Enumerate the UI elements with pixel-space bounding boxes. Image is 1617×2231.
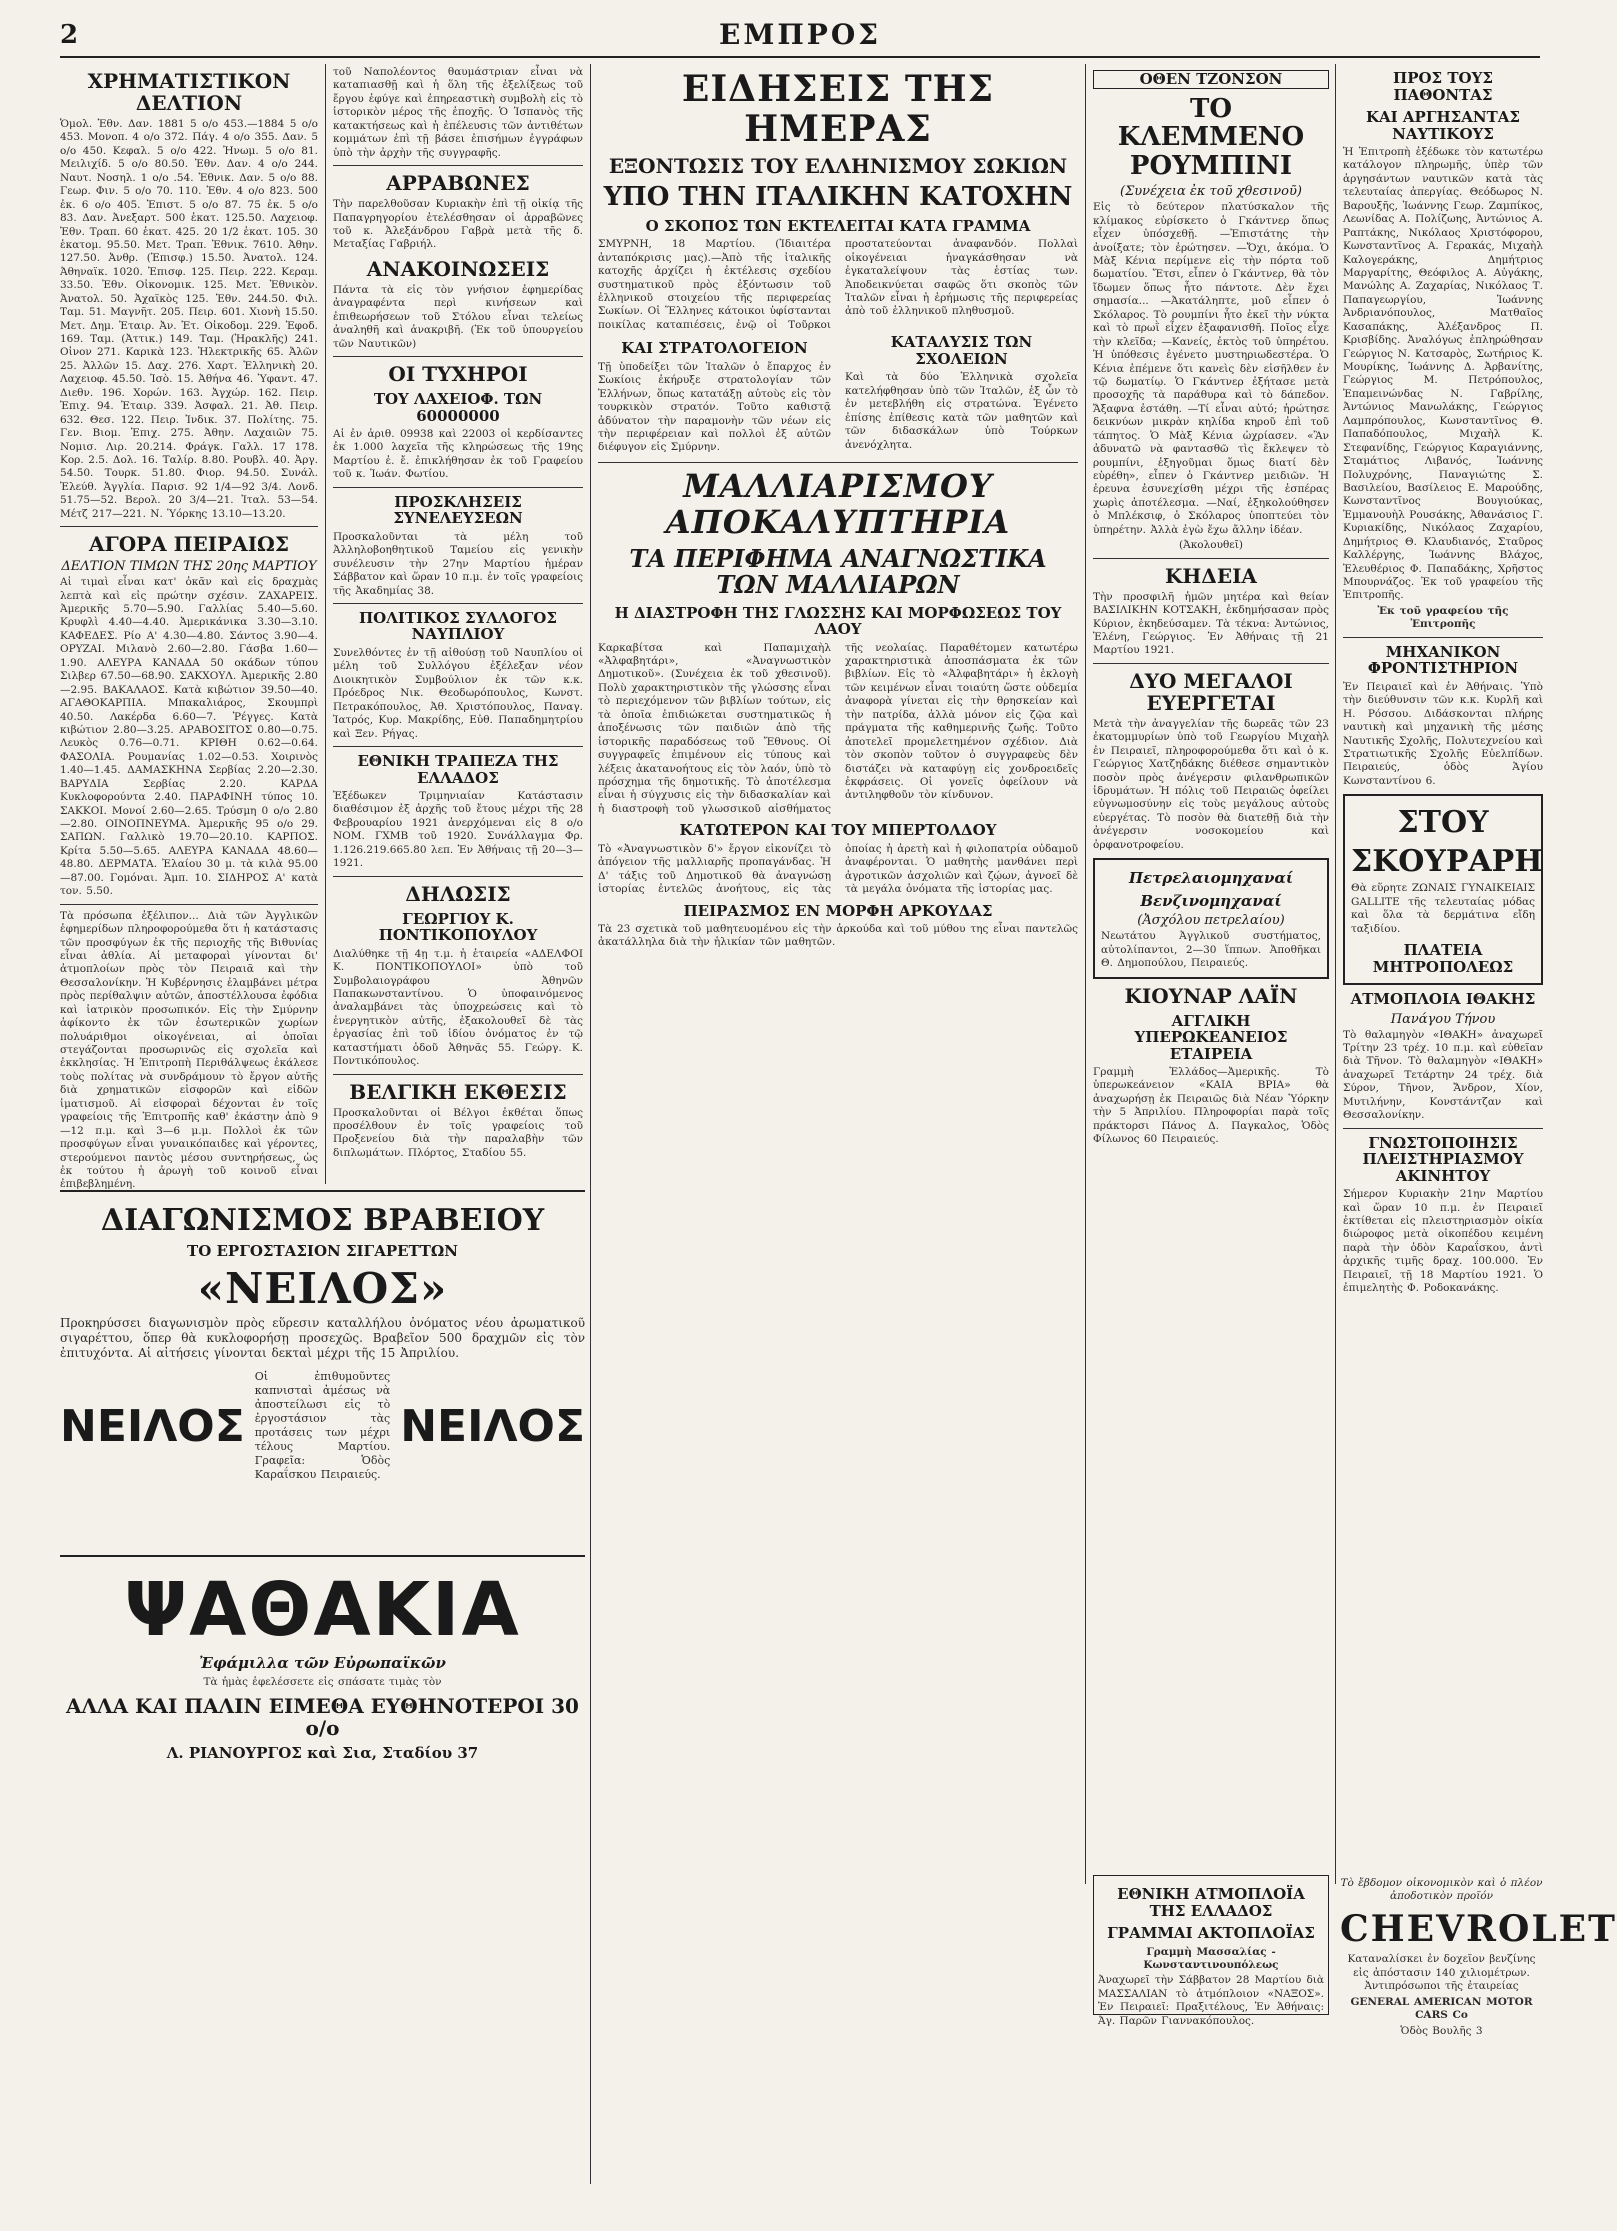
benefactors-text: Μετὰ τὴν ἀναγγελίαν τῆς δωρεᾶς τῶν 23 ἐκατομμυρίων ὑπὸ τοῦ Γεωργίου Μιχαὴλ ἐν Πειραιεῖ, πληροφορούμεθα ὅτι καὶ ὁ κ. Γεώργιος Χατζηδάκης διέθεσε σημαντικὸν ποσὸν πρὸς ἀνέγερσιν φιλανθρωπικῶν ἱδρυμάτων. Ἡ πόλις τοῦ Πειραιῶς ὀφείλει εὐγνωμοσύνην εἰς τοὺς μεγάλους αὐτοὺς εὐεργέτας. Τὸ ποσὸν θὰ διατεθῇ διὰ τὴν ἀνέγερσιν νοσοκομείου καὶ ὀρφανοτροφείου. bbox=[1093, 717, 1329, 851]
declaration-subtitle: ΓΕΩΡΓΙΟΥ Κ. ΠΟΝΤΙΚΟΠΟΥΛΟΥ bbox=[378, 909, 538, 945]
divider bbox=[333, 487, 583, 488]
national-bank-text: Ἐξέδωκεν Τριμηνιαίαν Κατάστασιν διαθέσιμον ἐξ ἀρχῆς τοῦ ἔτους μέχρι τῆς 28 Φεβρουαρίου 1921 ἀνερχόμεναι εἰς 8 ο/ο ΝΟΜ. ΓΧΜΒ τοῦ 1920. Συνάλλαγμα Φρ. 1.126.219.665.80 λεπ. Ἐν Ἀθήναις τῇ 20—3—1921. bbox=[333, 790, 583, 870]
engagements-text: Τὴν παρελθοῦσαν Κυριακὴν ἐπὶ τῇ οἰκίᾳ τῆς Παπαγρηγορίου ἐτελέσθησαν οἱ ἀρραβῶνες τοῦ κ. Ἀλεξάνδρου Γαβρὰ μετὰ τῆς δ. Μεταξίας Γαβριήλ. bbox=[333, 198, 583, 251]
piraeus-market-text: Αἱ τιμαὶ εἶναι κατ' ὀκᾶν καὶ εἰς δραχμὰς λεπτὰ καὶ εἰς πρώτην σχέσιν. ΖΑΧΑΡΕΙΣ. Ἀμερικῆς 5.70—5.90. Γαλλίας 5.40—5.60. Κρυφλὶ 4.40—4.40. Ἀμερικάνικα 3.30—3.10. ΚΑΦΕΔΕΣ. Ρίο Α' 4.30—4.80. Σάντος 3.90—4. ΟΡΥΖΑΙ. Μιλανὸ 2.60—2.80. Γάσβα 1.60—1.90. ΑΛΕΥΡΑ ΚΑΝΑΔΑ 50 οκάδων τύπου Σιλβερ 67.50—68.90. ΣΑΚΧΟΥΛ. Ἀμερικῆς 2.80—2.95. ΒΑΚΑΛΑΟΣ. Κατὰ κιβώτιον 39.50—40. ΑΓΑΘΟΚΑΡΠΙΑ. Μπακαλιάρος, Σκουμπρὶ 40.50. Λακέρδα 6.60—7. Ῥέγγες. Κατὰ κιβώτιον 2.80—3.25. ΑΡΑΒΟΣΙΤΟΣ 0.80—0.75. Λευκὸς 0.76—0.71. ΚΡΙΘΗ 0.62—0.64. ΦΑΣΟΛΙΑ. Ρουμανίας 1.02—0.53. Χοιρινὸς 1.40—1.45. ΔΑΜΑΣΚΗΝΑ Σερβίας 2.20—2.30. ΒΑΡΥΔΙΑ Σερβίας 2.20. ΚΑΡΔΑ Κυκλοφορούντα 2.40. ΠΑΡΑΦΙΝΗ τύπος 10. ΣΑΚΚΟΙ. Μονοί 2.60—2.65. Τρύσμη 0 ο/ο 2.80—2.80. ΟΙΝΟΠΝΕΥΜΑ. Ἀμερικῆς 95 ο/ο 29. ΣΑΠΩΝ. Γαλλικὸ 19.70—20.10. ΚΑΡΠΟΣ. Κρίτα 5.50—5.65. ΑΛΕΥΡΑ ΚΑΝΑΔΑ 48.60—48.80. ΔΕΡΜΑΤΑ. Ἐλαίου 30 μ. τὰ κιλὰ 95.00—87.00. Γομόναι. Ἀμπ. 10. ΣΙΔΗΡΟΣ Α' κατὰ τον. 5.50. bbox=[60, 576, 318, 898]
meetings-text: Προσκαλοῦνται τὰ μέλη τοῦ Ἀλληλοβοηθητικοῦ Ταμείου εἰς γενικὴν συνέλευσιν τὴν 27ην Μαρτίου ἡμέραν Σάββατον καὶ ὥραν 10 π.μ. ἐν τοῖς γραφείοις τῆς Ἀκαδημίας 38. bbox=[333, 530, 583, 597]
extermination-subheadline: Ο ΣΚΟΠΟΣ ΤΩΝ ΕΚΤΕΛΕΙΤΑΙ ΚΑΤΑ ΓΡΑΜΜΑ bbox=[645, 216, 1031, 235]
contest-logo-left: ΝΕΙΛΟΣ bbox=[60, 1400, 245, 1452]
sailors-title: ΠΡΟΣ ΤΟΥΣ ΠΑΘΟΝΤΑΣ bbox=[1393, 69, 1493, 104]
divider bbox=[333, 746, 583, 747]
extermination-headline: ΕΞΟΝΤΩΣΙΣ ΤΟΥ ΕΛΛΗΝΙΣΜΟΥ ΣΩΚΙΩΝ bbox=[608, 154, 1068, 179]
ithaca-title: ΑΤΜΟΠΛΟΙΑ ΙΘΑΚΗΣ bbox=[1350, 990, 1536, 1008]
skourari-ad-line-2: ΣΚΟΥΡΑΡΗ bbox=[1351, 844, 1543, 880]
meetings-title: ΠΡΟΣΚΛΗΣΕΙΣ ΣΥΝΕΛΕΥΣΕΩΝ bbox=[393, 492, 523, 528]
divider bbox=[1093, 558, 1329, 559]
column-2-intro-text: τοῦ Ναπολέοντος θαυμάστριαν εἶναι νὰ καταπιασθῇ καὶ ἡ ὅλη τῆς ἐξελίξεως τοῦ ἔργου ἐφύγε καὶ ἐπηρεαστικὴ συμβολὴ εἰς τὸ ἱστορικὸν μέρος τῆς ἐποχῆς. Ὁ Ἰσπανὸς τῆς κατακτήσεως καὶ ἡ ἐπέλευσις τῶν ἀντιθέτων κομμάτων ἐπὶ τῇ βάσει ἐπισήμων ἐγγράφων ὑπὸ τὴν ἀρχὴν τῆς συγγραφῆς. bbox=[333, 66, 583, 159]
engines-ad-line-2: Βενζινομηχαναί bbox=[1140, 891, 1282, 910]
column-2 bbox=[333, 64, 583, 1184]
psathakia-title: ΨΑΘΑΚΙΑ bbox=[124, 1567, 521, 1653]
column-1-article-text: Τὰ πρόσωπα ἐξέλιπον... Διὰ τῶν Ἀγγλικῶν ἐφημερίδων πληροφορούμεθα ὅτι ἡ κατάστασις τῶν προσφύγων ἐκ τῆς περιοχῆς τῆς Βιθυνίας εἶναι ἀθλία. Αἱ μεταφοραὶ γίνονται δι' ἀτμοπλοίων πρὸς τὸν Πειραιᾶ καὶ τὴν Θεσσαλονίκην. Ἡ Κυβέρνησις ἐλαμβάνει μέτρα πρὸς περίθαλψιν αὐτῶν, ἀποστέλλουσα ἐφόδια καὶ ἰατρικὸν προσωπικόν. Εἰς τὴν Σμύρνην ἀφίκοντο ἐκ τῶν ἐσωτερικῶν χωρίων πολυάριθμοι οἰκογένειαι, αἱ ὁποῖαι στεγάζονται προσωρινῶς εἰς σχολεῖα καὶ ἐκκλησίας. Ἡ Ἐπιτροπὴ Περιθάλψεως ἐκάλεσε τοὺς πολίτας νὰ συνδράμουν τὸ ἔργον αὐτῆς διὰ χρηματικῶν εἰσφορῶν καὶ εἰδῶν ἱματισμοῦ. Αἱ εἰσφοραὶ δέχονται ἐν τοῖς γραφείοις τῆς Ἐπιτροπῆς καθ' ἑκάστην ἀπὸ 9—12 π.μ. καὶ 3—6 μ.μ. Πολλοὶ ἐκ τῶν προσφύγων εἶναι γυναικόπαιδες καὶ γέροντες, στερούμενοι παντὸς μέσου συντηρήσεως, ὡς ἐκ τούτου ἡ ἀρωγὴ τοῦ κοινοῦ εἶναι ἐπιβεβλημένη. bbox=[60, 909, 318, 1191]
cunard-text: Γραμμὴ Ἑλλάδος—Ἀμερικῆς. Τὸ ὑπερωκεάνειον «ΚΑΙΑ ΒΡΙΑ» θὰ ἀναχωρήσῃ ἐκ Πειραιῶς διὰ Νέαν Ὑόρκην τὴν 5 Ἀπριλίου. Πληροφορίαι παρὰ τοῖς πράκτορσι Πάνος Δ. Παγκαλος, Ὁδὸς Φίλωνος 60 Πειραιεύς. bbox=[1093, 1066, 1329, 1146]
nafplio-club-text: Συνελθόντες ἐν τῇ αἰθούσῃ τοῦ Ναυπλίου οἱ μέλη τοῦ Συλλόγου ἐξέλεξαν νέον Διοικητικὸν Συμβούλιον ἐκ τῶν κ.κ. Πρόεδρος Νικ. Θεοδωρόπουλος, Κωνστ. Πετρακόπουλος, Ἀθ. Χριστόπουλος, Παναγ. Ἰατρός, Κυρ. Μακρίδης, Εὐθ. Παπαδημητρίου καὶ Ξεν. Ρήγας. bbox=[333, 646, 583, 740]
serial-subtitle: (Συνέχεια ἐκ τοῦ χθεσινοῦ) bbox=[1120, 184, 1302, 200]
divider bbox=[333, 1074, 583, 1075]
psathakia-address: Λ. ΡΙΑΝΟΥΡΓΟΣ καὶ Σια, Σταδίου 37 bbox=[166, 1743, 479, 1762]
column-rule bbox=[1085, 64, 1086, 1884]
lottery-winners-title: ΟΙ ΤΥΧΗΡΟΙ bbox=[388, 362, 528, 386]
funeral-text: Τὴν προσφιλῆ ἡμῶν μητέρα καὶ θείαν ΒΑΣΙΛΙΚΗΝ ΚΟΤΣΑΚΗ, ἐκδημήσασαν πρὸς Κύριον, ἐκηδεύσαμεν. Τὰ τέκνα: Ἀντώνιος, Ἑλένη, Γεώργιος. Ἐν Ἀθήναις τῇ 21 Μαρτίου 1921. bbox=[1093, 590, 1329, 657]
belgian-exhibition-title: ΒΕΛΓΙΚΗ ΕΚΘΕΣΙΣ bbox=[349, 1079, 567, 1104]
shipping-subtitle: ΓΡΑΜΜΑΙ ΑΚΤΟΠΛΟΪΑΣ bbox=[1107, 1924, 1315, 1942]
lottery-winners-text: Αἱ ἐν ἀριθ. 09938 καὶ 22003 οἱ κερδίσαντες ἐκ 1.000 λαχεῖα τῆς κληρώσεως τῆς 19ης Μαρτίου ἐ. ἔ. ἐπικλήθησαν ἐκ τοῦ Γραφείου τοῦ κ. Ἰωάν. Φωτίου. bbox=[333, 428, 583, 481]
shipping-title: ΕΘΝΙΚΗ ΑΤΜΟΠΛΟΪΑ ΤΗΣ ΕΛΛΑΔΟΣ bbox=[1117, 1885, 1305, 1920]
column-rule bbox=[325, 64, 326, 1184]
shipping-line: Γραμμὴ Μασσαλίας - Κωνσταντινουπόλεως bbox=[1143, 1945, 1279, 1971]
divider bbox=[60, 1190, 585, 1192]
chevrolet-text: Καταναλίσκει ἐν δοχεῖον βενζίνης εἰς ἀπόστασιν 140 χιλιομέτρων. Ἀντιπρόσωποι τῆς ἐταιρείας bbox=[1347, 1953, 1536, 1993]
declaration-title: ΔΗΛΩΣΙΣ bbox=[405, 881, 511, 906]
masthead: ΕΜΠΡΟΣ bbox=[718, 18, 882, 51]
announcements-title: ΑΝΑΚΟΙΝΩΣΕΙΣ bbox=[366, 256, 550, 281]
column-3 bbox=[598, 64, 1078, 2174]
neilos-contest-ad bbox=[60, 1198, 585, 1548]
divider bbox=[333, 603, 583, 604]
serial-continues: (Ἀκολουθεῖ) bbox=[1179, 539, 1243, 552]
column-rule bbox=[590, 64, 591, 2184]
bertoldo-text: Τὸ «Ἀναγνωστικὸν δ'» ἔργον εἰκονίζει τὸ ἀπόγειον τῆς μαλλιαρῆς προπαγάνδας. Ἡ Δ' τάξις τοῦ Δημοτικοῦ θὰ ἀναγνώσῃ ἱστορίας ἐντελῶς ἀνοήτους, εἰς τὰς ὁποίας ἡ ἀρετὴ καὶ ἡ φιλοπατρία οὐδαμοῦ ἀναφέρονται. Ὁ μαθητὴς μανθάνει περὶ ἀγροτικῶν ἀσχολιῶν καὶ ζῴων, ἀγνοεῖ δὲ τὰ μεγάλα ὀνόματα τῆς ἱστορίας μας. bbox=[598, 842, 1078, 896]
schools-text: Καὶ τὰ δύο Ἑλληνικὰ σχολεῖα κατελήφθησαν ὑπὸ τῶν Ἰταλῶν, ἐξ ὧν τὸ ἐν μετεβλήθη εἰς στρατώνα. Ἐγένετο ἐπίσης ἐπίθεσις κατὰ τῶν μαθητῶν καὶ τῶν διδασκάλων ὑπὸ Τούρκων ἀνενόχλητα. bbox=[845, 371, 1078, 451]
sailors-text: Ἡ Ἐπιτροπὴ ἐξέδωκε τὸν κατωτέρω κατάλογον πληρωμῆς, ὑπὲρ τῶν ἀργησάντων ναυτικῶν κατὰ τὰς τελευταίας ἀπεργίας. Θεόδωρος Ν. Βαρουξῆς, Ἰωάννης Γεωρ. Ζαμπίκος, Λεωνίδας Α. Πολίζωης, Ἀντώνιος Α. Ραπτάκης, Νικόλαος Χριστόφορου, Κωνσταντῖνος Α. Γερακάς, Μιχαὴλ Καλογεράκης, Δημήτριος Μαργαρίτης, Θεόφιλος Α. Αὐγάκης, Μανώλης Α. Ζαχαρίας, Νικόλαος Τ. Παπαγεωργίου, Ἰωάννης Ἀνδριανόπουλος, Ματθαῖος Κασαπάκης, Ἀλέξανδρος Π. Κρισβίδης. Ἀναλόγως ἐπληρώθησαν Γεώργιος Ν. Κατσαρὸς, Σωτήριος Κ. Μουρίκης, Ἰωάννης Δ. Ἀρβανίτης, Γεώργιος Μ. Πετρόπουλος, Ἐπαμεινώνδας Ν. Γαβρίλης, Ἀντώνιος Μανωλάκης, Γεώργιος Λαμπρόπουλος, Κωνσταντῖνος Θ. Παπαδόπουλος, Μιχαὴλ Κ. Στεφανίδης, Γεώργιος Καραγιάννης, Σταμάτιος Λιβανός, Ἰωάννης Πολυχρόνης, Παναγιώτης Σ. Βασιλείου, Βασίλειος Ε. Μαρούδης, Κωνσταντῖνος Βουγιούκας, Ἐμμανουὴλ Ρουσάκης, Ἀθανάσιος Γ. Κυριακίδης, Νικόλαος Ζαχαρίου, Δημήτριος Θ. Κλαυδιανός, Σταῦρος Καλλέργης, Ἰωάννης Βλάχος, Ἐλευθέριος Φ. Παπαδάκης, Χρῆστος Μπουρνάζος. Ἐκ τοῦ γραφείου τῆς Ἐπιτροπῆς. bbox=[1343, 146, 1543, 602]
bertoldo-title: ΚΑΤΩΤΕΡΟΝ ΚΑΙ ΤΟΥ ΜΠΕΡΤΟΛΔΟΥ bbox=[679, 821, 997, 840]
malliarism-subheadline: Η ΔΙΑΣΤΡΟΦΗ ΤΗΣ ΓΛΩΣΣΗΣ ΚΑΙ ΜΟΡΦΩΣΕΩΣ ΤΟΥ ΛΑΟΥ bbox=[614, 603, 1062, 639]
skourari-ad-text: Θὰ εὕρητε ΖΩΝΑΙΣ ΓΥΝΑΙΚΕΙΑΙΣ GALLITE τῆς τελευταίας μόδας καὶ ὅλα τὰ δερμάτινα εἴδη ταξιδίου. bbox=[1351, 882, 1535, 935]
contest-brand: «ΝΕΙΛΟΣ» bbox=[197, 1263, 448, 1313]
divider bbox=[60, 904, 318, 905]
italian-occupation-headline: ΥΠΟ ΤΗΝ ΙΤΑΛΙΚΗΝ ΚΑΤΟΧΗΝ bbox=[603, 182, 1073, 213]
cunard-subtitle: ΑΓΓΛΙΚΗ ΥΠΕΡΩΚΕΑΝΕΙΟΣ ΕΤΑΙΡΕΙΑ bbox=[1134, 1011, 1288, 1063]
page-header bbox=[60, 16, 1540, 58]
engagements-title: ΑΡΡΑΒΩΝΕΣ bbox=[386, 171, 530, 196]
skourari-ad-address: ΠΛΑΤΕΙΑ ΜΗΤΡΟΠΟΛΕΩΣ bbox=[1372, 941, 1514, 976]
page-number: 2 bbox=[60, 20, 79, 50]
divider bbox=[333, 165, 583, 166]
skourari-ad-line-1: ΣΤΟΥ bbox=[1397, 805, 1489, 841]
contest-title: ΔΙΑΓΩΝΙΣΜΟΣ ΒΡΑΒΕΙΟΥ bbox=[100, 1203, 545, 1238]
conscription-text: Τῇ ὑποδείξει τῶν Ἰταλῶν ὁ ἔπαρχος ἐν Σωκίοις ἐκήρυξε στρατολογίαν τῶν Ἑλλήνων, ὅπως κατατάξῃ αὐτοὺς εἰς τὸν τουρκικὸν στρατόν. Τοῦτο καθιστᾷ ἀδύνατον τὴν παραμονὴν τῶν νέων εἰς τὴν περιφέρειαν καὶ πολλοὶ ἐξ αὐτῶν διέφυγον εἰς Σμύρνην. bbox=[598, 360, 831, 454]
national-bank-title: ΕΘΝΙΚΗ ΤΡΑΠΕΖΑ ΤΗΣ ΕΛΛΑΔΟΣ bbox=[357, 752, 559, 787]
readers-headline: ΤΑ ΠΕΡΙΦΗΜΑ ΑΝΑΓΝΩΣΤΙΚΑ ΤΩΝ ΜΑΛΛΙΑΡΩΝ bbox=[629, 543, 1047, 600]
column-1 bbox=[60, 64, 318, 1191]
cunard-title: ΚΙΟΥΝΑΡ ΛΑΪΝ bbox=[1124, 983, 1298, 1008]
piraeus-market-title: ΑΓΟΡΑ ΠΕΙΡΑΙΩΣ bbox=[89, 532, 289, 557]
engines-ad bbox=[1093, 858, 1329, 978]
funeral-title: ΚΗΔΕΙΑ bbox=[1165, 563, 1257, 588]
announcements-text: Πάντα τὰ εἰς τὸν γνήσιον ἐφημερίδας ἀναγραφέντα περὶ κινήσεων καὶ ἐπιθεωρήσεων τοῦ Στόλου εἶναι τελείως ἀναληθῆ καὶ ἀνακριβῆ. (Ἐκ τοῦ ὑπουργείου τῶν Ναυτικῶν) bbox=[333, 283, 583, 350]
divider bbox=[1343, 1128, 1543, 1129]
divider bbox=[60, 526, 318, 527]
divider bbox=[333, 356, 583, 357]
sailors-signature: Ἐκ τοῦ γραφείου τῆς Ἐπιτροπῆς bbox=[1377, 604, 1509, 631]
contest-text: Προκηρύσσει διαγωνισμὸν πρὸς εὕρεσιν καταλλήλου ὀνόματος νέου ἀρωματικοῦ σιγαρέττου, ὅπερ θὰ κυκλοφορήσῃ προσεχῶς. Βραβεῖον 500 δραχμῶν εἰς τὸν ἐπιτυχόντα. Αἱ αἰτήσεις γίνονται δεκταὶ μέχρι τῆς 15 Ἀπριλίου. bbox=[60, 1315, 585, 1361]
tutoring-text: Ἐν Πειραιεῖ καὶ ἐν Ἀθήναις. Ὑπὸ τὴν διεύθυνσιν τῶν κ.κ. Κυρλῆ καὶ Η. Ρόσσου. Διδάσκονται πλήρης ναυτικὴ καὶ μηχανικὴ τῆς μέσης Ναυτικῆς Σχολῆς, Πολυτεχνείου καὶ Στρατιωτικῆς Σχολῆς Εὐελπίδων. Πειραιεύς, ὁδὸς Ἁγίου Κωνσταντίνου 6. bbox=[1343, 680, 1543, 787]
schools-title: ΚΑΤΑΛΥΣΙΣ ΤΩΝ ΣΧΟΛΕΙΩΝ bbox=[890, 333, 1033, 368]
chevrolet-address: Ὁδὸς Βουλῆς 3 bbox=[1400, 2024, 1483, 2037]
psathakia-text: Τὰ ἠμὰς ἐφελέσσετε εἰς σπάσατε τιμὰς τὸν bbox=[203, 1675, 442, 1688]
news-of-the-day-title: ΕΙΔΗΣΕΙΣ ΤΗΣ ΗΜΕΡΑΣ bbox=[681, 68, 995, 150]
piraeus-market-subtitle: ΔΕΛΤΙΟΝ ΤΙΜΩΝ ΤΗΣ 20ης ΜΑΡΤΙΟΥ bbox=[61, 559, 317, 575]
bear-temptation-text: Τὰ 23 σχετικὰ τοῦ μαθητευομένου εἰς τὴν ἀρκούδα καὶ τοῦ μύθου της εἶναι παντελῶς ἀκατάλληλα διὰ τὴν ἡλικίαν τῶν μαθητῶν. bbox=[598, 923, 1078, 949]
malliarism-headline: ΜΑΛΛΙΑΡΙΣΜΟΥ ΑΠΟΚΑΛΥΠΤΗΡΙΑ bbox=[665, 467, 1011, 541]
serial-kicker: ΟΘΕΝ ΤΖΟΝΣΟΝ bbox=[1093, 70, 1329, 89]
engines-ad-line-1: Πετρελαιομηχαναί bbox=[1128, 869, 1294, 888]
bear-temptation-title: ΠΕΙΡΑΣΜΟΣ ΕΝ ΜΟΡΦΗ ΑΡΚΟΥΔΑΣ bbox=[683, 901, 993, 920]
engines-ad-note: (Ἀσχόλου πετρελαίου) bbox=[1137, 913, 1285, 929]
chevrolet-note: Τὸ ἔβδομον οἰκονομικὸν καὶ ὁ πλέον ἀποδοτικὸν προϊόν bbox=[1340, 1877, 1543, 1903]
serial-title: ΤΟ ΚΛΕΜΜΕΝΟ ΡΟΥΜΠΙΝΙ bbox=[1117, 93, 1305, 181]
ithaca-text: Τὸ θαλαμηγὸν «ΙΘΑΚΗ» ἀναχωρεῖ Τρίτην 23 τρέχ. 10 π.μ. καὶ εὐθεῖαν διὰ Τῆνον. Τὸ θαλαμηγὸν «ΙΘΑΚΗ» ἀναχωρεῖ Τετάρτην 24 τρέχ. διὰ Σύρον, Τῆνον, Ἄνδρον, Χίον, Μυτιλήνην, Κονστάντζαν καὶ Θεσσαλονίκην. bbox=[1343, 1028, 1543, 1122]
psathakia-cheaper: ΑΛΛΑ ΚΑΙ ΠΑΛΙΝ ΕΙΜΕΘΑ ΕΥΘΗΝΟΤΕΡΟΙ 30 ο/ο bbox=[66, 1693, 579, 1740]
serial-text: Εἰς τὸ δεύτερον πλατύσκαλον τῆς κλίμακος εὑρίσκετο ὁ Γκάντνερ ὅπως εἶχεν ὑπόσχεθῇ. —Ἐπιστάτης τὴν ἀνοίξατε; τὸν ἐρώτησεν. —Ὄχι, ἀκόμα. Ὁ Μὰξ Κένια περίμενε εἰς τὴν πόρτα τοῦ δωματίου. Ἔτσι, εἶπεν ὁ Γκάντνερ, θὰ τὸν ἴδωμεν ὅπως ἦτο πάντοτε. Δὲν ἔχει σημασία... —Ἀκατάληπτε, μοῦ εἶπεν ὁ Σκόλαρος. Τὸ ρουμπίνι ἦτο ἐκεῖ τὴν νύκτα καὶ τὸ πρωῒ εἶχεν ἐξαφανισθῆ. Ποῖος εἶχε τὴν κλεῖδα; —Κανείς, ἐκτὸς τοῦ ὑπηρέτου. Ἡ ὑπόθεσις ἐγένετο μυστηριωδεστέρα. Ὁ Κένια ἐπέμενε ὅτι κανεὶς δὲν εἰσῆλθεν ἐν τῷ δωματίῳ. Ὁ Γκάντνερ ἐξήτασε μετὰ προσοχῆς τὰ παράθυρα καὶ τὸ δάπεδον. Ἄξαφνα ἐστάθη. —Τί εἶναι αὐτό; ἠρώτησε δεικνύων μικρὰν κηλίδα κηροῦ ἐπὶ τοῦ τάπητος. Ὁ Μὰξ Κένια ὠχρίασεν. «Ἂν ἀδυνατῶ νὰ φαντασθῶ τὶς ἔκλεψεν τὸ ρουμπίνι, ἐξηγοῦμαι ὅμως διατί δὲν εὑρέθη», εἶπεν ὁ Γκάντνερ μειδιῶν. Ἡ ἐρευνα ἐσυνεχίσθη μέχρι τῆς ἑσπέρας χωρὶς ἀποτέλεσμα. —Ναί, ἐξηκολούθησεν ὁ Μπλέκσιφ, ὁ Σκόλαρος ὑποπτεύει τὸν ὑπηρέτην. Ἀλλὰ ἐγὼ ἔχω ἄλλην ἰδέαν. bbox=[1093, 201, 1329, 536]
column-4 bbox=[1093, 64, 1329, 1874]
shipping-text: Ἀναχωρεῖ τὴν Σάββατον 28 Μαρτίου διὰ ΜΑΣΣΑΛΙΑΝ τὸ ἀτμόπλοιον «ΝΑΞΟΣ». Ἐν Πειραιεῖ: Πραξιτέλους, Ἐν Ἀθήναις: Ἀγ. Παρῶν Γιαννακόπουλος. bbox=[1098, 1974, 1324, 2027]
divider bbox=[1343, 637, 1543, 638]
psathakia-ad bbox=[60, 1565, 585, 1785]
skourari-ad bbox=[1343, 794, 1543, 985]
psathakia-subtitle: Ἐφάμιλλα τῶν Εὐρωπαϊκῶν bbox=[199, 1654, 446, 1672]
divider bbox=[333, 876, 583, 877]
nafplio-club-title: ΠΟΛΙΤΙΚΟΣ ΣΥΛΛΟΓΟΣ ΝΑΥΠΛΙΟΥ bbox=[359, 608, 557, 644]
financial-bulletin-text: Ὁμολ. Ἐθν. Δαν. 1881 5 ο/ο 453.—1884 5 ο/ο 453. Μονοπ. 4 ο/ο 372. Πάγ. 4 ο/ο 355. Δαν. 5 ο/ο 450. Κεφαλ. 5 ο/ο 422. Ἠνωμ. 5 ο/ο 81. Μειλιχίδ. 5 ο/ο 80.50. Ἐθν. Δαν. 4 ο/ο 244. Ναυτ. Νοσηλ. 1 ο/ο .54. Ἐθνικ. Δαν. 5 ο/ο 88. Γεωρ. Φιν. 5 ο/ο 70. 110. Ἐθν. 4 ο/ο 823. 500 ἐκ. 6 ο/ο 405. Ἐπιστ. 5 ο/ο 87. 75 ἐκ. 5 ο/ο 83. Δαν. Ἀνεξαρτ. 500 ἑκατ. 125.50. Λαχειοφ. Ἐθν. Τραπ. 60 ἑκατ. 425. 20 1/2 ἑκατ. 105. 30 ἑκατομ. 95.50. Μετ. Τραπ. Ἐθνικ. 7610. Ἀθην. 127.50. Ἀνθρ. (Ἐπισφ.) 15.50. Ἀνατολ. 124. Ἀθηναϊκ. 1020. Ἐπισφ. 125. Πειρ. 222. Κεραμ. 33.50. Ἐθν. Οἰκονομικ. 125. Μετ. Ἐθνικὸν. Ἀνατολ. 50. Ἀχαϊκὸς 125. Ἐθν. 244.50. Φιλ. Ταμ. 51. Μαγνῆτ. 205. Πειρ. 601. Χιονὴ 15.50. Μετ. Δημ. Ἐταιρ. Ἀν. Ἐτ. Οἰκοδομ. 229. Ἐφοδ. 169. Ταμ. (Ἀττικ.) 149. Ταμ. (Ἡρακλῆς) 241. Οἰνον 271. Καρικὰ 123. Ἡλεκτρικῆς 65. Ἀλῶν 25. Ἀλλῶν 15. Δαχ. 276. Χαρτ. Ἑλληνικὴ 20. Λαχειοφ. 45.50. Ἰσὸ. 15. Ἀθήνα 46. Ὑφαντ. 47. Διεθν. 196. Χορών. 163. Ἀγχώρ. 162. Πειρ. Ἐπιχ. 94. Ἐταιρ. 339. Ἀσφαλ. 21. Ἀθ. Πειρ. 632. Θεσ. 122. Πειρ. Ἰνδικ. 37. Πολίτης. 75. Γεν. Βιομ. Ἐπιχ. 275. Ἀθην. Λαχαιῶν 75. Νομισ. Λιρ. 20.214. Φράγκ. Γαλλ. 17 178. Κορ. 2.5. Δολ. 16. Ταλίρ. 8.80. Ρουβλ. 40. Ἀργ. 54.50. Τουρκ. 51.80. Φιορ. 94.50. Συνάλ. Ἐλεύθ. Ἀγγλία. Παρισ. 92 1/4—92 3/4. Λονδ. 51.75—52. Βερολ. 20 3/4—21. Ἰταλ. 53—54. Μέτζ 217—221. Ν. Ὑόρκης 13.10—13.20. bbox=[60, 118, 318, 520]
ithaca-subtitle: Πανάγου Τήνου bbox=[1390, 1011, 1496, 1027]
benefactors-title: ΔΥΟ ΜΕΓΑΛΟΙ ΕΥΕΡΓΕΤΑΙ bbox=[1129, 668, 1293, 715]
divider bbox=[1093, 663, 1329, 664]
malliarism-text: Καρκαβίτσα καὶ Παπαμιχαὴλ «Ἀλφαβητάρι», «Ἀναγνωστικὸν Δημοτικοῦ». (Συνέχεια ἐκ τοῦ χθεσινοῦ). Πολὺ χαρακτηριστικὸν τῆς γλώσσης εἶναι τὸ περιεχόμενον τῶν βιβλίων τούτων, εἰς τὰ ὁποῖα ἐπιδιώκεται συστηματικῶς ἡ ἀποξένωσις τῶν παιδιῶν ἀπὸ τῆς ἱστορικῆς παραδόσεως τοῦ Ἔθνους. Οἱ συγγραφεῖς ἐπιμένουν εἰς τύπους καὶ λέξεις ἀκατανοήτους εἰς τὸν λαόν, ὑπὸ τὸ πρόσχημα τῆς δημοτικῆς. Τὸ ἀποτέλεσμα εἶναι ἡ σύγχυσις εἰς τὴν διδασκαλίαν καὶ ἡ διαστροφὴ τοῦ γλωσσικοῦ αἰσθήματος τῆς νεολαίας. Παραθέτομεν κατωτέρω χαρακτηριστικὰ ἀποσπάσματα ἐκ τῶν βιβλίων. Εἰς τὸ «Ἀλφαβητάρι» ἡ ἐκλογὴ τῶν κειμένων εἶναι τοιαύτη ὥστε οὐδεμία ἀναφορὰ γίνεται εἰς τὴν θρησκείαν καὶ τὴν πατρίδα, ἀλλὰ μόνον εἰς ζῷα καὶ πράγματα τῆς καθημερινῆς ζωῆς. Τοῦτο ἀποτελεῖ προμελετημένον σχέδιον. Διὰ τὸν σκοπὸν τοῦτον ὁ συγγραφεὺς δὲν διστάζει νὰ καταφύγῃ εἰς χονδροειδεῖς ἐκφράσεις. Οἱ γονεῖς ὀφείλουν νὰ ἀντιληφθοῦν τὸν κίνδυνον. bbox=[598, 641, 1078, 815]
tutoring-title: ΜΗΧΑΝΙΚΟΝ ΦΡΟΝΤΙΣΤΗΡΙΟΝ bbox=[1367, 642, 1519, 678]
chevrolet-brand: CHEVROLET bbox=[1340, 1907, 1617, 1950]
financial-bulletin-title: ΧΡΗΜΑΤΙΣΤΙΚΟΝ ΔΕΛΤΙΟΝ bbox=[87, 69, 291, 115]
contest-logo-right: ΝΕΙΛΟΣ bbox=[400, 1400, 585, 1452]
column-rule bbox=[1335, 64, 1336, 1884]
conscription-title: ΚΑΙ ΣΤΡΑΤΟΛΟΓΕΙΟΝ bbox=[621, 339, 808, 358]
extermination-text: ΣΜΥΡΝΗ, 18 Μαρτίου. (Ἰδιαιτέρα ἀνταπόκρισις μας).—Ἀπὸ τῆς ἰταλικῆς κατοχῆς ἀρχίζει ἡ ἐκτέλεσις σχεδίου συστηματικοῦ πρὸς ἐξόντωσιν τοῦ ἑλληνικοῦ στοιχείου τῆς περιφερείας Σωκίων. Οἱ Ἕλληνες κάτοικοι ὑφίστανται ποικίλας καταπιέσεις, ἐνῷ οἱ Τοῦρκοι προστατεύονται ἀναφανδόν. Πολλαὶ οἰκογένειαι ἠναγκάσθησαν νὰ ἐγκαταλείψουν τὰς ἑστίας των. Ἀποδεικνύεται σαφῶς ὅτι σκοπὸς τῶν Ἰταλῶν εἶναι ἡ ἐρήμωσις τῆς περιφερείας ἀπὸ τοῦ ἑλληνικοῦ πληθυσμοῦ. bbox=[598, 238, 1078, 331]
engines-ad-text: Νεωτάτου Ἀγγλικοῦ συστήματος, αὐτολίπαντοι, 2—30 ἵππων. Ἀποθῆκαι Θ. Δημοπούλου, Πειραιεύς. bbox=[1101, 930, 1321, 970]
chevrolet-ad-body bbox=[1340, 1875, 1617, 2037]
contest-subtitle: ΤΟ ΕΡΓΟΣΤΑΣΙΟΝ ΣΙΓΑΡΕΤΤΩΝ bbox=[187, 1242, 458, 1260]
auction-title: ΓΝΩΣΤΟΠΟΙΗΣΙΣ ΠΛΕΙΣΤΗΡΙΑΣΜΟΥ ΑΚΙΝΗΤΟΥ bbox=[1362, 1133, 1524, 1185]
divider bbox=[598, 462, 1078, 463]
divider bbox=[60, 1555, 585, 1557]
contest-middle-text: Οἱ ἐπιθυμοῦντες καπνισταὶ ἀμέσως νὰ ἀποστείλωσι εἰς τὸ ἐργοστάσιον τὰς προτάσεις των μέχρι τέλους Μαρτίου. Γραφεῖα: Ὁδὸς Καραΐσκου Πειραιεύς. bbox=[254, 1369, 391, 1482]
column-5 bbox=[1343, 64, 1543, 1874]
belgian-exhibition-text: Προσκαλοῦνται οἱ Βέλγοι ἐκθέται ὅπως προσέλθουν ἐν τοῖς γραφείοις τοῦ Προξενείου διὰ τὴν παραλαβὴν τῶν διπλωμάτων. Πλόρτος, Σταδίου 55. bbox=[333, 1106, 583, 1159]
sailors-subtitle: ΚΑΙ ΑΡΓΗΣΑΝΤΑΣ ΝΑΥΤΙΚΟΥΣ bbox=[1365, 108, 1520, 143]
lottery-winners-subtitle: ΤΟΥ ΛΑΧΕΙΟΦ. ΤΩΝ 60000000 bbox=[373, 390, 543, 425]
auction-text: Σήμερον Κυριακὴν 21ην Μαρτίου καὶ ὥραν 10 π.μ. ἐν Πειραιεῖ ἐκτίθεται εἰς πλειστηριασμὸν οἰκία διώροφος μετὰ οἰκοπέδου κειμένη παρὰ τὴν ὁδὸν Καραΐσκου, ἀντὶ ἀρχικῆς τιμῆς δραχ. 100.000. Ἐν Πειραιεῖ, τῇ 18 Μαρτίου 1921. Ὁ ἐπιμελητὴς Φ. Ροδοκανάκης. bbox=[1343, 1188, 1543, 1295]
declaration-text: Διαλύθηκε τῇ 4ῃ τ.μ. ἡ ἑταιρεία «ΑΔΕΛΦΟΙ Κ. ΠΟΝΤΙΚΟΠΟΥΛΟΙ» ὑπὸ τοῦ Συμβολαιογράφου Ἀθηνῶν Παπακωνσταντίνου. Ὁ ὑποφαινόμενος ἀναλαμβάνει τὰς ὑποχρεώσεις καὶ τὸ ἐνεργητικὸν αὐτῆς, ἐξακολουθεῖ δὲ τὰς ἐργασίας ἐπὶ τοῦ ἰδίου ὀνόματος ἐν τῷ καταστήματι ὁδοῦ Ἀθηνᾶς 55. Γεώργ. Κ. Ποντικόπουλος. bbox=[333, 947, 583, 1068]
chevrolet-dealer: GENERAL AMERICAN MOTOR CARS Co bbox=[1350, 1995, 1533, 2022]
